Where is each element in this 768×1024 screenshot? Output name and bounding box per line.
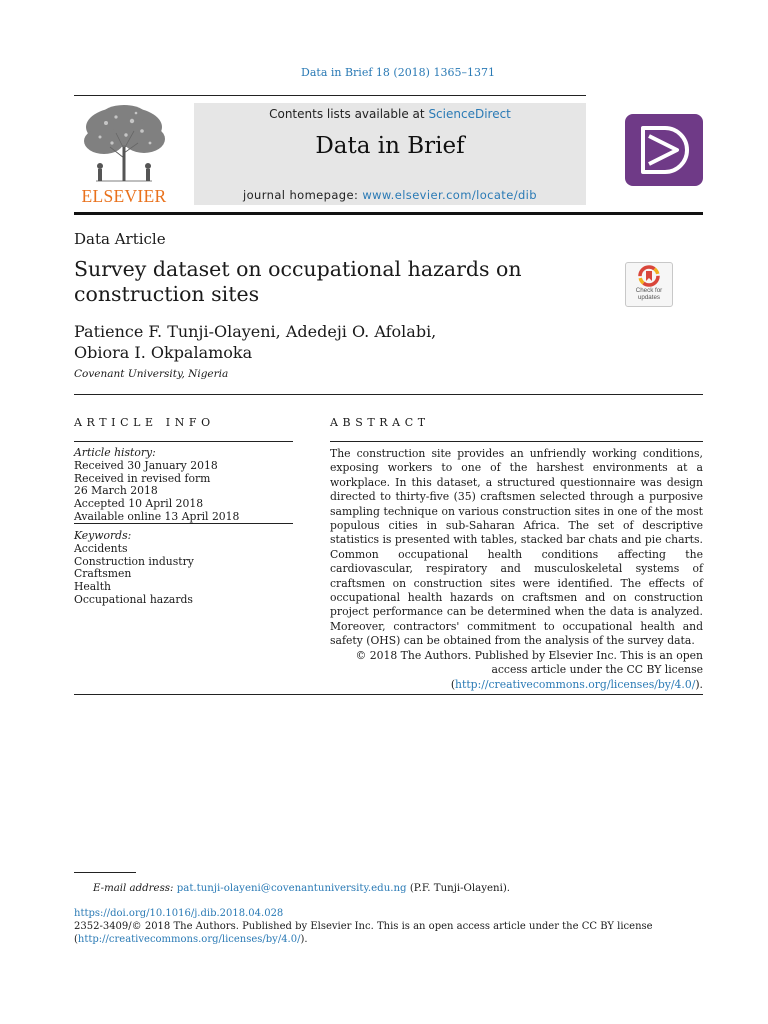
elsevier-logo[interactable]	[74, 103, 174, 205]
header-rule	[74, 394, 703, 395]
license-line-3: (http://creativecommons.org/licenses/by/4.0/).	[450, 677, 703, 691]
email-footnote	[93, 883, 510, 894]
history-item: Received 30 January 2018	[74, 458, 218, 472]
authors-line-2: Obiora I. Okpalamoka	[74, 343, 253, 362]
article-history	[74, 447, 296, 524]
email-label: E-mail address:	[93, 883, 174, 894]
license-line-2: access article under the CC BY license	[491, 663, 703, 677]
abstract-text: The construction site provides an unfriendly working conditions, exposing workers to one of the harshest environments at a workplace. In this dataset, a structured questionnaire was design directed to thirty-five (35) craftsmen selected through a purposive sampling technique on various construction sites in one of the most populous cities in sub-Saharan Africa. The set of descriptive statistics is presented with tables, stacked bar chats and pie charts. Common occupational health conditions affecting the cardiovascular, respiratory and musculoskeletal systems of craftsmen on construction sites were identified. The effects of occupational health hazards on craftsmen and on construction project performance can be determined when the data is analyzed. Moreover, contractors' commitment to occupational health and safety (OHS) can be obtained from the analysis of the survey data.	[330, 447, 703, 648]
homepage-link[interactable]: www.elsevier.com/locate/dib	[362, 188, 537, 202]
running-head[interactable]: Data in Brief 18 (2018) 1365–1371	[301, 66, 495, 79]
article-type: Data Article	[74, 230, 166, 248]
article-info-heading: ARTICLE INFO	[74, 416, 215, 429]
keyword-item: Craftsmen	[74, 567, 132, 581]
body-rule	[74, 694, 703, 695]
keyword-item: Health	[74, 580, 111, 594]
keyword-item: Occupational hazards	[74, 592, 193, 606]
check-updates-icon	[626, 263, 672, 289]
history-item: 26 March 2018	[74, 484, 158, 498]
email-link[interactable]: pat.tunji-olayeni@covenantuniversity.edu.ng	[176, 883, 407, 894]
license-link[interactable]: http://creativecommons.org/licenses/by/4.0/	[455, 677, 696, 691]
elsevier-wordmark: ELSEVIER	[81, 186, 167, 206]
doi-link[interactable]: https://doi.org/10.1016/j.dib.2018.04.028	[74, 908, 284, 919]
contents-prefix: Contents lists available at	[269, 107, 429, 121]
homepage-prefix: journal homepage:	[243, 188, 363, 202]
issn-line: 2352-3409/© 2018 The Authors. Published by Elsevier Inc. This is an open access article under the CC BY license	[74, 921, 653, 932]
abstract-heading: ABSTRACT	[330, 416, 430, 429]
authors-line-1: Patience F. Tunji-Olayeni, Adedeji O. Afolabi,	[74, 322, 437, 341]
contents-line	[194, 107, 586, 121]
check-for-updates-button[interactable]	[625, 262, 673, 307]
license-line-1: © 2018 The Authors. Published by Elsevier Inc. This is an open	[355, 649, 703, 662]
keyword-item: Accidents	[74, 541, 128, 555]
article-title-line-2: construction sites	[74, 282, 260, 306]
masthead-top-rule	[74, 95, 586, 96]
footnote-rule	[74, 872, 136, 873]
article-title	[74, 257, 594, 307]
email-owner: (P.F. Tunji-Olayeni).	[406, 883, 511, 894]
keyword-item: Construction industry	[74, 554, 194, 568]
check-updates-label: Check for updates	[635, 287, 663, 301]
journal-logo[interactable]	[625, 114, 703, 186]
history-item: Available online 13 April 2018	[74, 509, 240, 523]
sciencedirect-link[interactable]: ScienceDirect	[428, 107, 511, 121]
journal-banner	[194, 103, 586, 205]
history-label: Article history:	[74, 446, 156, 459]
elsevier-tree-icon	[76, 103, 172, 183]
footer-license: (http://creativecommons.org/licenses/by/4.0/).	[74, 934, 308, 945]
keywords	[74, 530, 296, 607]
history-item: Received in revised form	[74, 471, 211, 485]
masthead-bottom-rule	[74, 212, 703, 215]
journal-name: Data in Brief	[315, 133, 465, 159]
article-title-line-1: Survey dataset on occupational hazards on	[74, 257, 522, 281]
abstract-body	[330, 447, 703, 649]
author-list	[74, 321, 436, 363]
abstract-rule	[330, 441, 703, 442]
keywords-label: Keywords:	[74, 529, 132, 542]
article-info-divider	[74, 523, 293, 524]
article-info-rule	[74, 441, 293, 442]
data-in-brief-logo-icon	[625, 114, 703, 186]
abstract-license	[330, 649, 703, 692]
homepage-line	[194, 188, 586, 202]
affiliation: Covenant University, Nigeria	[74, 368, 229, 380]
footer-license-link[interactable]: http://creativecommons.org/licenses/by/4.0/	[77, 934, 301, 945]
history-item: Accepted 10 April 2018	[74, 497, 204, 511]
